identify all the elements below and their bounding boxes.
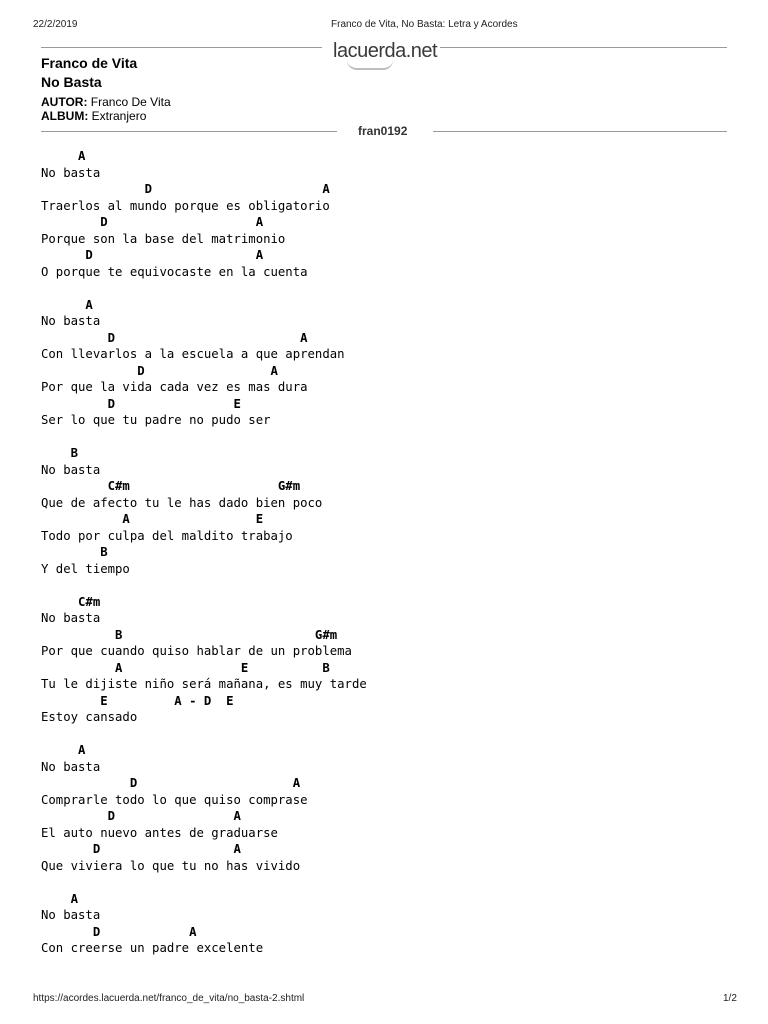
chord-line: D A [41, 809, 241, 823]
lacuerda-logo[interactable] [333, 40, 437, 63]
lyric-line: Y del tiempo [41, 561, 130, 576]
lyric-line: El auto nuevo antes de graduarse [41, 825, 278, 840]
lyric-line: Que de afecto tu le has dado bien poco [41, 495, 323, 510]
chord-line: E A - D E [41, 693, 234, 708]
author-value: Franco De Vita [90, 95, 171, 109]
chord-line: B [41, 446, 79, 460]
chord-line: D A [41, 330, 308, 345]
chord-line: D A [41, 776, 301, 790]
blank-line [41, 577, 367, 594]
author-line [41, 95, 171, 109]
chord-line: D A [41, 215, 264, 229]
chord-line: D A [41, 182, 330, 196]
lyric-line: Todo por culpa del maldito trabajo [41, 528, 293, 543]
lyric-line: No basta [41, 462, 101, 477]
lyric-line: Por que cuando quiso hablar de un problema [41, 644, 352, 658]
chord-line: B [41, 545, 108, 559]
lyrics-and-chords [41, 148, 367, 957]
chord-line: D A [41, 363, 278, 378]
header-rule-left [41, 47, 322, 48]
blank-line [41, 726, 367, 743]
album-value: Extranjero [91, 109, 147, 123]
chord-line: A [41, 891, 79, 906]
logo-swoosh-icon [347, 60, 393, 70]
chord-line: D A [41, 924, 197, 939]
chord-line: D A [41, 842, 241, 856]
lyric-line: Porque son la base del matrimonio [41, 231, 286, 246]
transcriber-rule-right [433, 131, 727, 132]
lyric-line: No basta [41, 908, 101, 922]
logo-text-la: la [333, 40, 348, 62]
lyric-line: Traerlos al mundo porque es obligatorio [41, 198, 330, 213]
lyric-line: No basta [41, 165, 101, 180]
album-label: ALBUM: [41, 109, 89, 123]
chord-line: A [41, 149, 86, 163]
lyric-line: Con llevarlos a la escuela a que aprendan [41, 347, 345, 361]
header-rule-right [440, 47, 727, 48]
transcriber-rule-left [41, 131, 337, 132]
chord-line: C#m G#m [41, 479, 301, 493]
lyric-line: Estoy cansado [41, 710, 138, 724]
artist-name: Franco de Vita [41, 55, 138, 71]
lyric-line: Ser lo que tu padre no pudo ser [41, 413, 271, 427]
chord-line: C#m [41, 594, 101, 609]
print-page-number: 1/2 [723, 993, 737, 1004]
lyric-line: No basta [41, 759, 101, 774]
album-line [41, 109, 146, 123]
lyric-line: No basta [41, 611, 101, 625]
lyric-line: Con creerse un padre excelente [41, 941, 264, 955]
song-title: No Basta [41, 74, 102, 90]
blank-line [41, 280, 367, 297]
print-date: 22/2/2019 [33, 19, 78, 30]
blank-line [41, 874, 367, 891]
chord-line: A [41, 297, 93, 312]
lyric-line: No basta [41, 314, 101, 328]
transcriber-name[interactable]: fran0192 [358, 124, 408, 138]
author-label: AUTOR: [41, 95, 88, 109]
lyric-line: Tu le dijiste niño será mañana, es muy tarde [41, 677, 367, 691]
lyric-line: O porque te equivocaste en la cuenta [41, 264, 308, 279]
print-doc-title: Franco de Vita, No Basta: Letra y Acordes [331, 19, 518, 30]
lyric-line: Que viviera lo que tu no has vivido [41, 858, 301, 873]
blank-line [41, 429, 367, 446]
chord-line: D E [41, 396, 241, 411]
chord-line: B G#m [41, 627, 338, 642]
chord-line: A E B [41, 660, 330, 675]
print-url: https://acordes.lacuerda.net/franco_de_vita/no_basta-2.shtml [33, 993, 305, 1004]
lyric-line: Por que la vida cada vez es mas dura [41, 380, 308, 394]
chord-line: D A [41, 248, 264, 262]
chord-line: A [41, 743, 86, 757]
lyric-line: Comprarle todo lo que quiso comprase [41, 792, 308, 807]
logo-text-cuerda: cuerda.net [347, 40, 438, 62]
chord-line: A E [41, 512, 264, 526]
